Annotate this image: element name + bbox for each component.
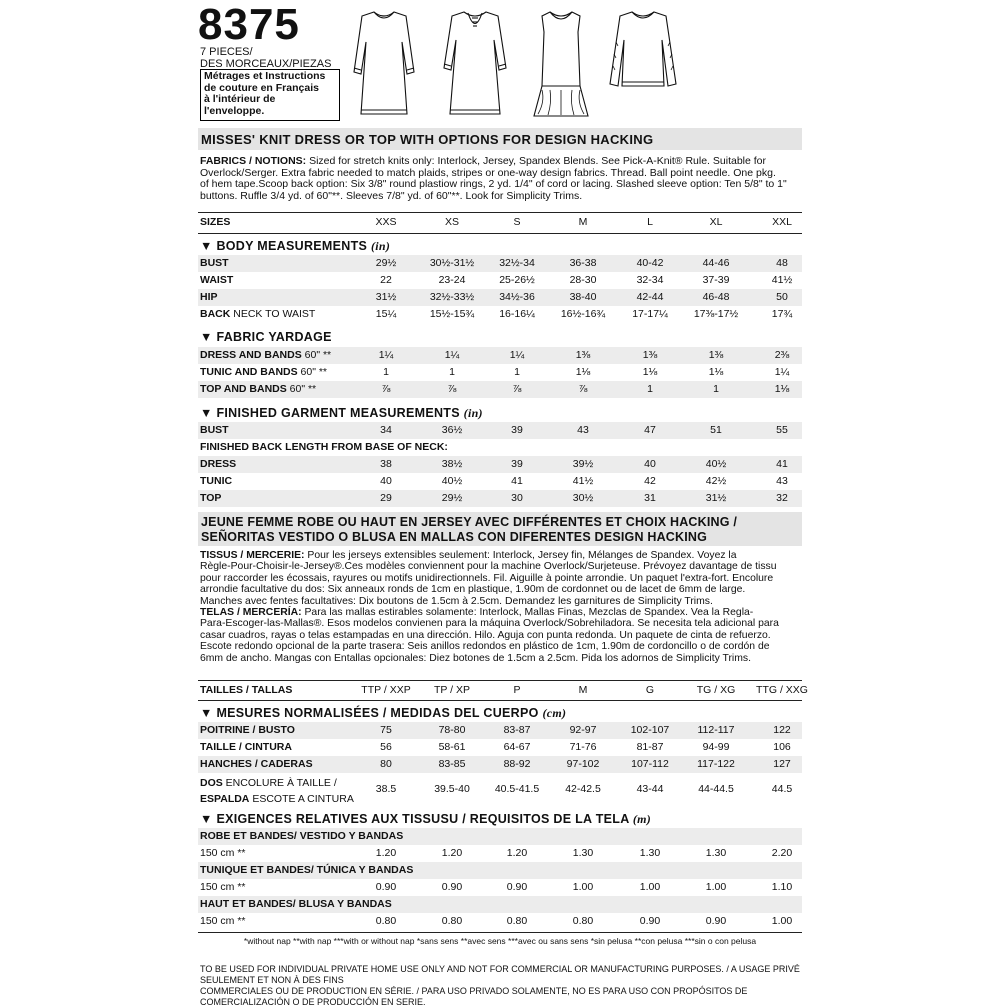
table-cell: 97-102: [566, 758, 600, 770]
text-label: 60" **: [286, 383, 317, 395]
text-label: FINISHED BACK LENGTH FROM BASE OF NECK:: [200, 441, 448, 453]
table-cell: 29: [380, 492, 392, 504]
text-label: BACK: [200, 308, 231, 320]
table-cell: 44-44.5: [698, 783, 734, 795]
table-cell: 83-85: [438, 758, 466, 770]
text-label: ▼ BODY MEASUREMENTS: [200, 239, 368, 253]
text-label: TOP: [200, 492, 222, 504]
size-value: XXS: [375, 216, 397, 228]
table-cell: 42-44: [636, 291, 664, 303]
ruffle-dress-sketch-icon: [520, 2, 602, 126]
fabrics-label: FABRICS / NOTIONS:: [200, 155, 307, 167]
table-cell: 1.20: [375, 847, 397, 859]
table-cell: 112-117: [697, 724, 735, 736]
table-cell: 41½: [771, 274, 793, 286]
table-cell: 39: [511, 458, 523, 470]
text-label: Manches avec fentes facultatives: Dix boutons de 1.5cm à 2.5cm. Demandez les garnitures de Simplicity Trims.: [200, 595, 713, 607]
table-cell: 1.30: [705, 847, 727, 859]
table-cell: 127: [773, 758, 791, 770]
table-cell: 41½: [572, 475, 594, 487]
table-cell: 1.10: [771, 881, 793, 893]
table-cell: 37-39: [702, 274, 730, 286]
finished-row-bust: [198, 422, 802, 439]
mesures-row-hanches: [198, 756, 802, 773]
table-cell: 50: [776, 291, 788, 303]
table-cell: 1.20: [441, 847, 463, 859]
table-cell: 44.5: [771, 783, 793, 795]
table-cell: 0.90: [639, 915, 661, 927]
table-cell: 43: [577, 424, 589, 436]
text-label: [200, 291, 218, 303]
yardage-row-dress: [198, 347, 802, 364]
dress-sketch-icon: [344, 2, 424, 126]
table-cell: 1⅜: [575, 349, 591, 361]
text-label: HANCHES / CADERAS: [200, 758, 313, 770]
sizes-row: [198, 214, 802, 231]
text-label: [200, 607, 800, 618]
table-cell: 1⅜: [642, 349, 658, 361]
table-cell: TG / XG: [696, 684, 736, 696]
text-label: TELAS / MERCERÍA:: [200, 607, 302, 619]
size-value: S: [513, 216, 521, 228]
exigences-group-robe-label: [198, 828, 802, 845]
table-cell: 42½: [705, 475, 727, 487]
size-value: XS: [444, 216, 459, 228]
french-note-line: Métrages et Instructions: [204, 70, 326, 82]
nap-note: *without nap **with nap ***with or without nap *sans sens **avec sens ***avec ou sans sens *sin pelusa **con pelusa ***sin o con pelusa: [243, 936, 757, 946]
table-cell: 56: [380, 741, 392, 753]
table-cell: 1¼: [774, 366, 790, 378]
text-label: 6mm de ancho. Mangas con Entallas opcionales: Diez botones de 1.5cm a 2.5cm. Pida los adornos de Simplicity Trims.: [200, 652, 751, 664]
text-label: POITRINE / BUSTO: [200, 724, 295, 736]
table-cell: ⅞: [381, 383, 391, 395]
divider: [198, 233, 802, 234]
exigences-group-haut-label: [198, 896, 802, 913]
yardage-row-top: [198, 381, 802, 398]
fabrics-text: of hem tape.Scoop back option: Six 3/8" round plastiow rings, 2 yd. 1/4" of cord or lacing. Slashed sleeve option: Ten 5/8" to 1": [200, 178, 787, 190]
finished-measurements-heading: [200, 406, 483, 421]
text-label: [200, 349, 331, 361]
sizes-label: SIZES: [200, 216, 231, 228]
table-cell: 40: [380, 475, 392, 487]
table-cell: 31½: [705, 492, 727, 504]
text-label: TOP AND BANDS: [200, 383, 287, 395]
table-cell: 64-67: [503, 741, 531, 753]
text-label: DRESS: [200, 458, 237, 470]
exigences-heading: [200, 812, 651, 827]
text-label: TAILLE / CINTURA: [200, 741, 292, 753]
text-label: TUNIQUE ET BANDES/ TÚNICA Y BANDAS: [200, 864, 414, 876]
text-label: ESPALDA: [200, 793, 250, 805]
size-value: XL: [709, 216, 723, 228]
text-label: 150 cm **: [200, 915, 246, 927]
french-instructions-note: [200, 69, 340, 121]
finished-back-length-title: [198, 439, 802, 456]
table-cell: 15½-15¾: [429, 308, 475, 320]
usage-footer: [200, 964, 800, 1008]
fabric-yardage-heading: ▼ FABRIC YARDAGE: [200, 330, 332, 344]
table-cell: 42-42.5: [565, 783, 601, 795]
text-label: [200, 775, 354, 807]
table-cell: 1: [647, 383, 653, 395]
table-cell: 0.80: [572, 915, 594, 927]
exigences-group-tunique-values: [198, 879, 802, 896]
table-cell: 0.90: [441, 881, 463, 893]
title-en: MISSES' KNIT DRESS OR TOP WITH OPTIONS FOR DESIGN HACKING: [201, 132, 654, 147]
table-cell: 41: [776, 458, 788, 470]
body-row-waist: [198, 272, 802, 289]
table-cell: 1.20: [506, 847, 528, 859]
table-cell: 0.90: [375, 881, 397, 893]
table-cell: 75: [380, 724, 392, 736]
fabrics-text: buttons. Ruffle 3/4 yd. of 60"**. Sleeves 7/8" yd. of 60"**. Look for Simplicity Trims.: [200, 189, 583, 202]
text-label: BUST: [200, 424, 229, 436]
text-label: (m): [632, 812, 652, 826]
text-label: [200, 550, 800, 561]
table-cell: 16-16¼: [499, 308, 535, 320]
size-value: XXL: [772, 216, 792, 228]
table-cell: 71-76: [569, 741, 597, 753]
table-cell: 40½: [441, 475, 463, 487]
text-label: [200, 257, 229, 269]
table-cell: 32-34: [636, 274, 664, 286]
table-cell: 80: [380, 758, 392, 770]
title-en-band: [198, 128, 802, 150]
table-cell: 1⅛: [774, 383, 790, 395]
table-cell: 17-17¼: [632, 308, 668, 320]
table-cell: 28-30: [569, 274, 597, 286]
table-cell: 106: [773, 741, 791, 753]
body-row-bust: [198, 255, 802, 272]
pattern-number: 8375: [198, 0, 300, 49]
pieces-line-1: 7 PIECES/: [200, 46, 253, 58]
table-cell: TTP / XXP: [361, 684, 411, 696]
text-label: ESCOTE A CINTURA: [249, 793, 354, 805]
table-cell: 43-44: [636, 783, 664, 795]
table-cell: 34: [380, 424, 392, 436]
table-cell: 1: [383, 366, 389, 378]
table-cell: 38-40: [569, 291, 597, 303]
divider: [198, 932, 802, 933]
table-cell: 1: [449, 366, 455, 378]
table-cell: 1.00: [705, 881, 727, 893]
table-cell: 0.80: [441, 915, 463, 927]
text-label: ▼ EXIGENCES RELATIVES AUX TISSUSU / REQUISITOS DE LA TELA: [200, 812, 630, 826]
table-cell: 78-80: [438, 724, 466, 736]
text-label: WAIST: [200, 274, 234, 286]
table-cell: 1: [713, 383, 719, 395]
text-label: NECK TO WAIST: [230, 308, 316, 320]
table-cell: 29½: [441, 492, 463, 504]
table-cell: 1¼: [444, 349, 460, 361]
footer-line: TO BE USED FOR INDIVIDUAL PRIVATE HOME USE ONLY AND NOT FOR COMMERCIAL OR MANUFACTURING PURPOSES. / A USAGE PRIVÉ SEULEMENT ET NON À DES FINS: [200, 964, 800, 985]
french-note-line: de couture en Français: [204, 81, 319, 94]
table-cell: 43: [776, 475, 788, 487]
table-cell: 30½: [572, 492, 594, 504]
table-cell: 42: [644, 475, 656, 487]
mesures-row-dos: [198, 773, 802, 807]
yardage-row-tunic: [198, 364, 802, 381]
text-label: TUNIC: [200, 475, 233, 487]
table-cell: 22: [380, 274, 392, 286]
body-measurements-heading: [200, 239, 390, 254]
text-label: arrondie facultative du dos: Six anneaux ronds de 1cm en plastique, 1.90m de cordonnet ou de lacet de 6mm de large.: [200, 584, 746, 596]
finished-row-dress: [198, 456, 802, 473]
text-label: DOS: [200, 777, 223, 789]
table-cell: 23-24: [438, 274, 466, 286]
text-label: ROBE ET BANDES/ VESTIDO Y BANDAS: [200, 830, 404, 842]
top-sketch-icon: [600, 2, 686, 126]
table-cell: 102-107: [630, 724, 670, 736]
text-label: Para las mallas estirables solamente: Interlock, Mallas Finas, Mezclas de Spandex. Vea la Regla-: [301, 607, 754, 619]
table-cell: 117-122: [697, 758, 735, 770]
table-cell: 51: [710, 424, 722, 436]
text-label: [200, 308, 315, 320]
table-cell: 1.00: [771, 915, 793, 927]
french-note-line: l'enveloppe.: [204, 104, 265, 117]
table-cell: 36½: [441, 424, 463, 436]
table-cell: 122: [773, 724, 791, 736]
table-cell: 92-97: [569, 724, 597, 736]
text-label: [200, 383, 316, 395]
text-label: HIP: [200, 291, 218, 303]
text-label: BUST: [200, 257, 229, 269]
table-cell: 48: [776, 257, 788, 269]
text-label: HAUT ET BANDES/ BLUSA Y BANDAS: [200, 898, 392, 910]
text-label: Para-Escoger-las-Mallas®. Esos modelos convienen para la máquina Overlock/Sobrehiladora. Se necesita tela adicional para: [200, 618, 779, 630]
mesures-row-poitrine: [198, 722, 802, 739]
fabrics-text: Overlock/Serger. Extra fabric needed to match plaids, stripes or one-way design fabrics. Thread. Ball point needle. One pkg.: [200, 166, 776, 179]
text-label: Règle-Pour-Choisir-le-Jersey®.Ces modèles conviennent pour la machine Overlock/Surjeteuse. Prévoyez davantage de tissu: [200, 561, 777, 573]
table-cell: 38½: [441, 458, 463, 470]
table-cell: 1⅛: [642, 366, 658, 378]
size-value: M: [578, 216, 588, 228]
text-label: TISSUS / MERCERIE:: [200, 550, 305, 561]
table-cell: 55: [776, 424, 788, 436]
table-cell: 41: [511, 475, 523, 487]
table-cell: 94-99: [702, 741, 730, 753]
tunic-sketch-icon: [434, 2, 516, 126]
table-cell: 32½-33½: [429, 291, 475, 303]
body-row-back: [198, 306, 802, 323]
table-cell: P: [513, 684, 521, 696]
divider: [198, 212, 802, 213]
table-cell: 58-61: [438, 741, 466, 753]
title-fr-es-band: [198, 512, 802, 546]
table-cell: 39.5-40: [434, 783, 470, 795]
table-cell: 1: [514, 366, 520, 378]
table-cell: 107-112: [631, 758, 669, 770]
table-cell: 1.00: [572, 881, 594, 893]
table-cell: 1.30: [572, 847, 594, 859]
table-cell: 44-46: [702, 257, 730, 269]
size-value: L: [647, 216, 653, 228]
mesures-row-taille: [198, 739, 802, 756]
table-cell: G: [645, 684, 655, 696]
text-label: ENCOLURE À TAILLE /: [222, 777, 337, 789]
table-cell: 1¼: [378, 349, 394, 361]
table-cell: 40: [644, 458, 656, 470]
table-cell: M: [578, 684, 588, 696]
table-cell: 38: [380, 458, 392, 470]
table-cell: 39½: [572, 458, 594, 470]
table-cell: 0.80: [375, 915, 397, 927]
table-cell: 1⅛: [575, 366, 591, 378]
finished-row-top: [198, 490, 802, 507]
table-cell: 30½-31½: [429, 257, 475, 269]
table-cell: 0.90: [506, 881, 528, 893]
text-label: [200, 274, 233, 286]
table-cell: 2⅜: [774, 349, 790, 361]
fabrics-text: Sized for stretch knits only: Interlock, Jersey, Spandex Blends. See Pick-A-Knit® Rule. Suitable for: [306, 155, 767, 167]
text-label: ▼ MESURES NORMALISÉES / MEDIDAS DEL CUERPO: [200, 706, 539, 720]
text-label: [200, 366, 327, 378]
exigences-group-tunique-label: [198, 862, 802, 879]
text-label: (cm): [542, 706, 567, 720]
text-label: [200, 156, 800, 168]
text-label: ▼ FINISHED GARMENT MEASUREMENTS: [200, 406, 460, 420]
divider: [198, 680, 802, 681]
text-label: 60" **: [301, 349, 332, 361]
body-row-hip: [198, 289, 802, 306]
text-label: Pour les jerseys extensibles seulement: Interlock, Jersey fin, Mélanges de Spandex. Voyez la: [304, 550, 737, 561]
table-cell: 31: [644, 492, 656, 504]
table-cell: 0.80: [506, 915, 528, 927]
table-cell: 81-87: [636, 741, 664, 753]
table-cell: TP / XP: [434, 684, 470, 696]
table-cell: 1¼: [509, 349, 525, 361]
table-cell: 1⅜: [708, 349, 724, 361]
table-cell: 25-26½: [499, 274, 535, 286]
divider: [198, 700, 802, 701]
table-cell: 32½-34: [499, 257, 535, 269]
text-label: pour raccorder les écossais, rayures ou motifs unidirectionnels. Fil. Aiguille à pointe arrondie. Un paquet l'extra-fort. Encolure: [200, 572, 774, 584]
table-cell: 0.90: [705, 915, 727, 927]
tailles-row: [198, 682, 808, 699]
pieces-line-2: DES MORCEAUX/PIEZAS: [200, 58, 332, 70]
table-cell: 15¼: [375, 308, 397, 320]
finished-row-tunic: [198, 473, 802, 490]
table-cell: ⅞: [512, 383, 522, 395]
table-cell: 40-42: [636, 257, 664, 269]
table-cell: 1.30: [639, 847, 661, 859]
table-cell: 34½-36: [499, 291, 535, 303]
tissus-telas-text: [200, 550, 800, 664]
text-label: 60" **: [297, 366, 328, 378]
table-cell: TTG / XXG: [756, 684, 808, 696]
table-cell: 30: [511, 492, 523, 504]
table-cell: 32: [776, 492, 788, 504]
table-cell: 47: [644, 424, 656, 436]
table-cell: ⅞: [447, 383, 457, 395]
table-cell: 29½: [375, 257, 397, 269]
pieces-count: [200, 46, 331, 70]
text-label: (in): [463, 406, 483, 420]
table-cell: 16½-16¾: [560, 308, 606, 320]
title-es: SEÑORITAS VESTIDO O BLUSA EN MALLAS CON DIFERENTES DESIGN HACKING: [201, 530, 708, 544]
footer-line: COMMERCIALES OU DE PRODUCTION EN SÉRIE. / PARA USO PRIVADO SOLAMENTE, NO ES PARA USO CON PROPÓSITOS DE COMERCIALIZACIÓN O DE PRODUCCIÓN EN SERIE.: [200, 986, 748, 1007]
exigences-group-haut-values: [198, 913, 802, 930]
mesures-heading: [200, 706, 566, 721]
text-label: TAILLES / TALLAS: [200, 684, 293, 696]
text-label: 150 cm **: [200, 881, 246, 893]
table-cell: 1⅛: [708, 366, 724, 378]
text-label: casar cuadros, rayas o telas estampadas en una dirección. Hilo. Aguja con punta redonda. Un paquete de cinta de refuerzo.: [200, 629, 771, 641]
table-cell: 46-48: [702, 291, 730, 303]
table-cell: 40½: [705, 458, 727, 470]
table-cell: ⅞: [578, 383, 588, 395]
text-label: 150 cm **: [200, 847, 246, 859]
title-fr: JEUNE FEMME ROBE OU HAUT EN JERSEY AVEC DIFFÉRENTES ET CHOIX HACKING /: [201, 515, 738, 529]
text-label: Escote redondo opcional de la parte trasera: Seis anillos redondos en plástico de 1cm, 1.90m de cordoncillo o de cordón de: [200, 641, 770, 653]
french-note-line: à l'intérieur de: [204, 93, 276, 105]
table-cell: 1.00: [639, 881, 661, 893]
table-cell: 2.20: [771, 847, 793, 859]
table-cell: 38.5: [375, 783, 397, 795]
exigences-group-robe-values: [198, 845, 802, 862]
table-cell: 40.5-41.5: [494, 783, 540, 795]
table-cell: 31½: [375, 291, 397, 303]
fabrics-notions-en: [200, 156, 800, 202]
table-cell: 17¾: [771, 308, 793, 320]
table-cell: 36-38: [569, 257, 597, 269]
text-label: TUNIC AND BANDS: [200, 366, 298, 378]
text-label: (in): [370, 239, 391, 253]
table-cell: 83-87: [503, 724, 531, 736]
table-cell: 88-92: [503, 758, 531, 770]
table-cell: 17⅜-17½: [693, 308, 739, 320]
text-label: DRESS AND BANDS: [200, 349, 302, 361]
table-cell: 39: [511, 424, 523, 436]
